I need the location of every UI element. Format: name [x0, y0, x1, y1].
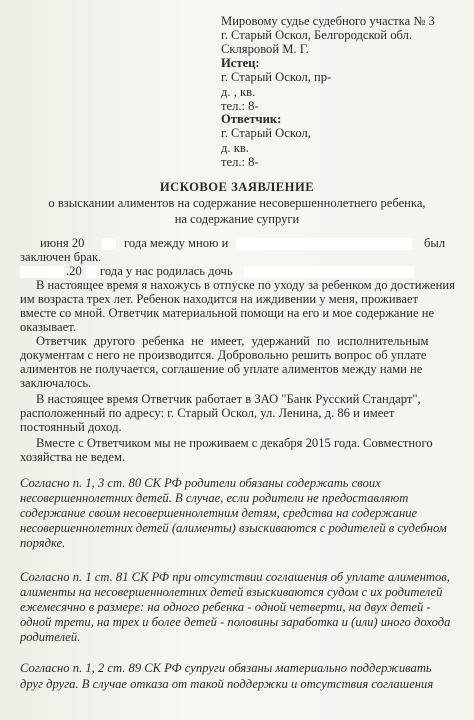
marriage-text-end: был: [424, 236, 446, 250]
addressee-line: Мировому судье судебного участка № 3: [221, 14, 435, 28]
defendant-address: г. Старый Оскол,: [221, 126, 311, 140]
paragraph-line: оказывает.: [20, 320, 76, 334]
plaintiff-address: г. Старый Оскол, пр-: [221, 70, 332, 84]
legal-line: одной трети, на трех и более детей - половины заработка и (или) иного дохода: [20, 615, 451, 629]
redacted-field: [244, 266, 414, 278]
defendant-phone: тел.: 8-: [221, 155, 259, 169]
legal-line: родителей.: [20, 630, 81, 644]
document-subtitle: на содержание супруги: [174, 212, 300, 226]
paragraph-line: алиментов не получается, соглашение об уплате алиментов между нами не: [20, 362, 423, 376]
paragraph-line: Ответчик другого ребенка не имеет, удержаний по исполнительным: [36, 334, 429, 348]
paragraph-line: В настоящее время я нахожусь в отпуске по уходу за ребенком до достижения: [36, 278, 455, 292]
legal-line: алименты на несовершеннолетних детей взыскиваются судом с их родителей: [20, 585, 443, 599]
paragraph-line: заключалось.: [20, 376, 92, 390]
addressee-line: Скляровой М. Г.: [221, 42, 309, 56]
paragraph-line: хозяйства не ведем.: [20, 450, 126, 464]
defendant-label: Ответчик:: [221, 112, 282, 126]
legal-line: несовершеннолетних детей (алименты) взыскиваются с родителей в судебном: [20, 521, 447, 535]
redacted-field: [20, 266, 64, 278]
marriage-text: года между мною и: [124, 236, 229, 250]
paragraph-line: В настоящее время Ответчик работает в ЗАО "Банк Русский Стандарт",: [36, 392, 421, 406]
redacted-field: [86, 266, 98, 278]
legal-line: друг друга. В случае отказа от такой поддержки и отсутствия соглашения: [20, 677, 434, 691]
legal-line: содержание своим несовершеннолетним детям, средства на содержание: [20, 506, 418, 520]
plaintiff-label: Истец:: [221, 56, 260, 70]
legal-line: несовершеннолетних детей. В случае, если родители не предоставляют: [20, 491, 409, 505]
birth-date: .20: [66, 264, 82, 278]
legal-line: порядке.: [20, 536, 66, 550]
legal-line: Согласно п. 1, 3 ст. 80 СК РФ родители обязаны содержать своих: [20, 476, 381, 490]
paragraph-line: Вместе с Ответчиком мы не проживаем с декабря 2015 года. Совместного: [36, 436, 433, 450]
marriage-date: июня 20: [40, 236, 85, 250]
legal-line: Согласно п. 1 ст. 81 СК РФ при отсутствии соглашения об уплате алиментов,: [20, 570, 450, 584]
paragraph-line: постоянный доход.: [20, 420, 122, 434]
paragraph-line: им возраста трех лет. Ребенок находится на иждивении у меня, проживает: [20, 292, 419, 306]
addressee-line: г. Старый Оскол, Белгородской обл.: [221, 28, 413, 42]
legal-line: Согласно п. 1, 2 ст. 89 СК РФ супруги обязаны материально поддерживать: [20, 661, 432, 675]
plaintiff-phone: тел.: 8-: [221, 99, 259, 113]
paragraph-line: расположенный по адресу: г. Старый Оскол, ул. Ленина, д. 86 и имеет: [20, 406, 395, 420]
redacted-field: [236, 238, 412, 250]
marriage-text: заключен брак.: [20, 250, 102, 264]
paragraph-line: вместе со мной. Ответчик материальной помощи на его и мое содержание не: [20, 306, 435, 320]
defendant-address: д. кв.: [221, 141, 249, 155]
document-title: ИСКОВОЕ ЗАЯВЛЕНИЕ: [159, 180, 315, 194]
plaintiff-address: д. , кв.: [221, 85, 256, 99]
birth-text: года у нас родилась дочь: [100, 264, 233, 278]
document-subtitle: о взыскании алиментов на содержание несовершеннолетнего ребенка,: [48, 196, 426, 210]
redacted-field: [102, 238, 116, 250]
paragraph-line: документам с него не производится. Добровольно решить вопрос об уплате: [20, 348, 427, 362]
legal-line: ежемесячно в размере: на одного ребенка - одной четверти, на двух детей -: [20, 600, 431, 614]
